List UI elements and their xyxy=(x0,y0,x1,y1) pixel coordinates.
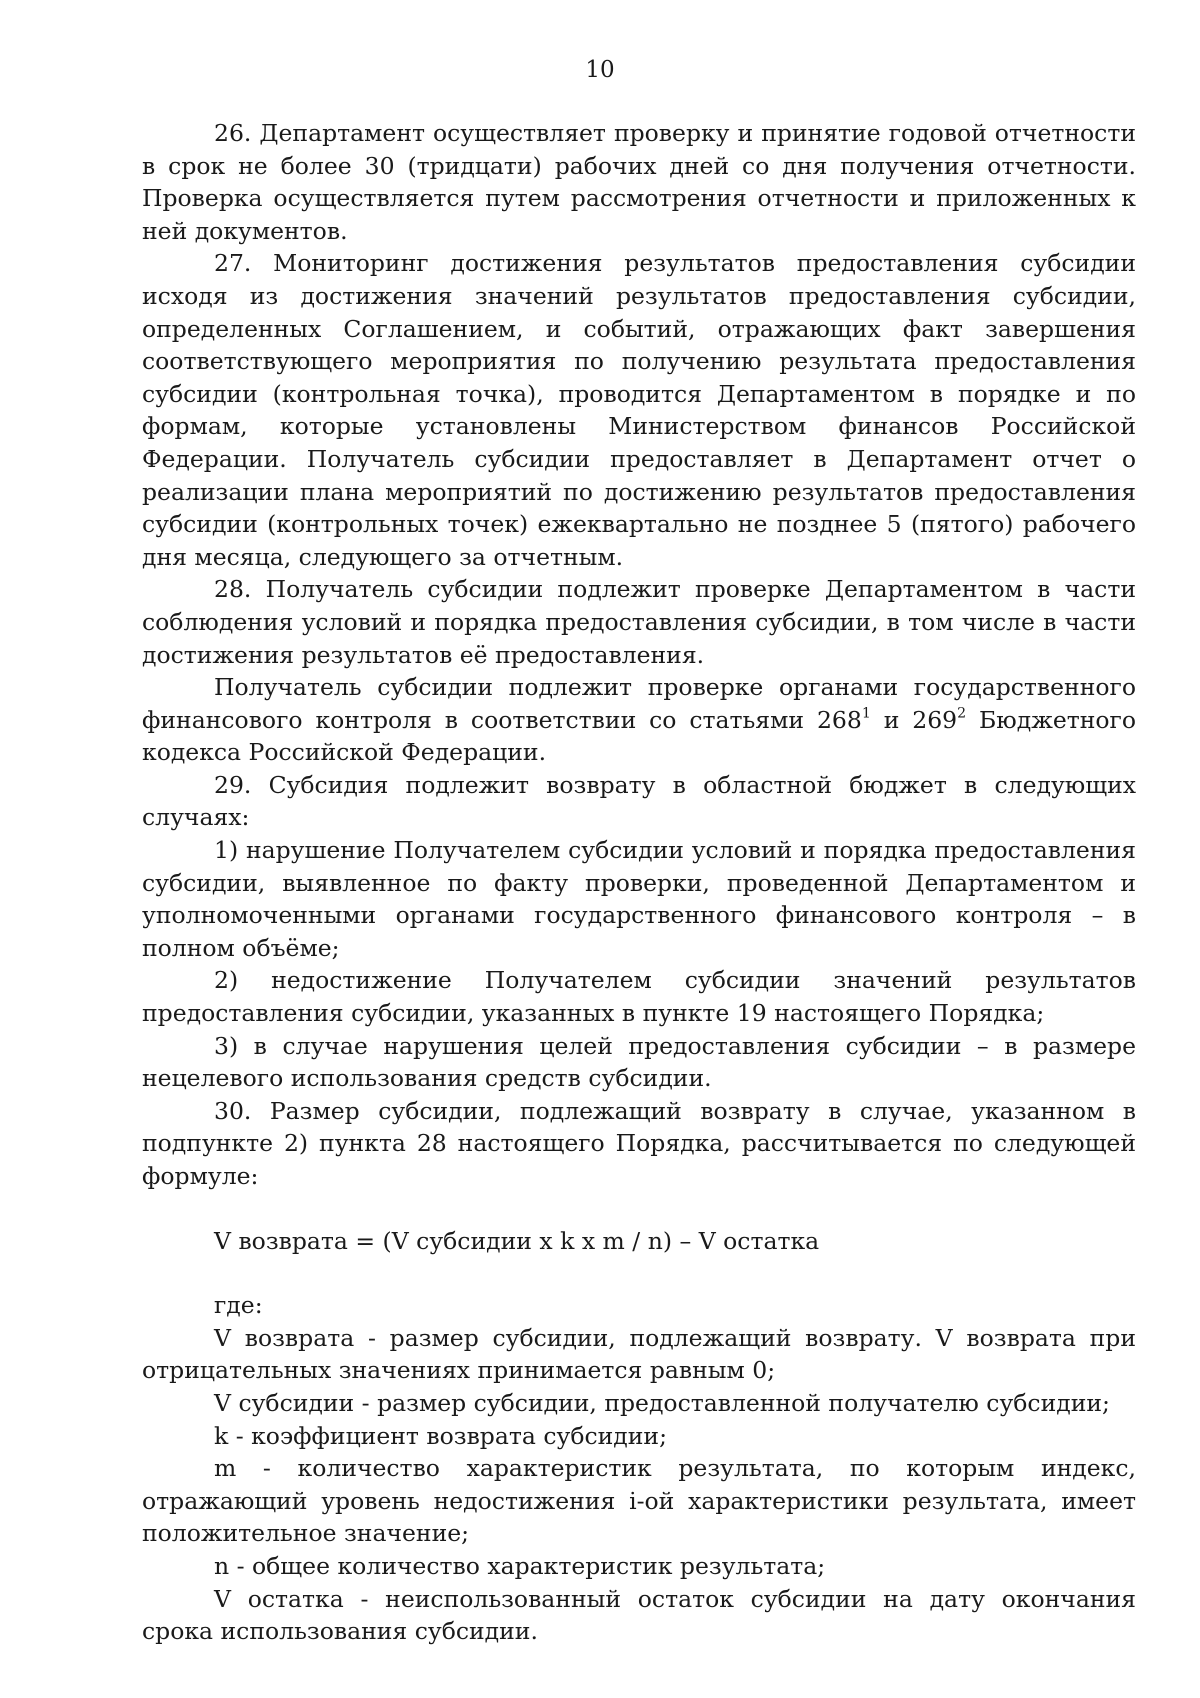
paragraph-27: 27. Мониторинг достижения результатов предоставления субсидии исходя из достижения значений результатов предоставления субсидии, определенных Соглашением, и событий, отражающих факт завершения соответствующего мероприятия по получению результата предоставления субсидии (контрольная точка), проводится Департаментом в порядке и по формам, которые установлены Министерством финансов Российской Федерации. Получатель субсидии предоставляет в Департамент отчет о реализации плана мероприятий по достижению результатов предоставления субсидии (контрольных точек) ежеквартально не позднее 5 (пятого) рабочего дня месяца, следующего за отчетным. xyxy=(142,249,1136,571)
paragraph-29-item-3: 3) в случае нарушения целей предоставления субсидии – в размере нецелевого использования средств субсидии. xyxy=(142,1031,1136,1093)
definition-k: k - коэффициент возврата субсидии; xyxy=(214,1421,668,1450)
definition-v-return: V возврата - размер субсидии, подлежащий возврату. V возврата при отрицательных значениях принимается равным 0; xyxy=(142,1323,1136,1385)
text-fragment: Бюджетного кодекса Российской Федерации. xyxy=(142,705,1137,767)
text-fragment: и 269 xyxy=(870,705,958,734)
paragraph-30: 30. Размер субсидии, подлежащий возврату в случае, указанном в подпункте 2) пункта 28 настоящего Порядка, рассчитывается по следующей формуле: xyxy=(142,1096,1136,1190)
text-fragment: Получатель субсидии подлежит проверке органами государственного финансового контроля в соответствии со статьями 268 xyxy=(142,673,1136,734)
paragraph-29-item-1: 1) нарушение Получателем субсидии условий и порядка предоставления субсидии, выявленное по факту проверки, проведенной Департаментом и уполномоченными органами государственного финансового контроля – в полном объёме; xyxy=(142,836,1136,962)
paragraph-29: 29. Субсидия подлежит возврату в областной бюджет в следующих случаях: xyxy=(142,770,1136,832)
definition-n: n - общее количество характеристик результата; xyxy=(214,1551,826,1580)
return-formula: V возврата = (V субсидии x k x m / n) – V остатка xyxy=(214,1226,820,1255)
paragraph-26: 26. Департамент осуществляет проверку и принятие годовой отчетности в срок не более 30 (тридцати) рабочих дней со дня получения отчетности. Проверка осуществляется путем рассмотрения отчетности и приложенных к ней документов. xyxy=(142,119,1136,245)
where-label: где: xyxy=(214,1291,263,1320)
definition-v-subsidy: V субсидии - размер субсидии, предоставленной получателю субсидии; xyxy=(214,1388,1110,1417)
paragraph-28-financial-control xyxy=(142,671,1136,769)
definition-m: m - количество характеристик результата, по которым индекс, отражающий уровень недостижения i-ой характеристики результата, имеет положительное значение; xyxy=(142,1454,1136,1548)
paragraph-28: 28. Получатель субсидии подлежит проверке Департаментом в части соблюдения условий и порядка предоставления субсидии, в том числе в части достижения результатов её предоставления. xyxy=(142,575,1136,669)
document-body xyxy=(142,117,1136,1648)
superscript: 1 xyxy=(861,705,871,722)
page-number: 10 xyxy=(585,57,615,83)
paragraph-29-item-2: 2) недостижение Получателем субсидии значений результатов предоставления субсидии, указанных в пункте 19 настоящего Порядка; xyxy=(142,966,1136,1028)
superscript: 2 xyxy=(957,705,967,722)
definition-v-rest: V остатка - неиспользованный остаток субсидии на дату окончания срока использования субсидии. xyxy=(142,1584,1136,1646)
